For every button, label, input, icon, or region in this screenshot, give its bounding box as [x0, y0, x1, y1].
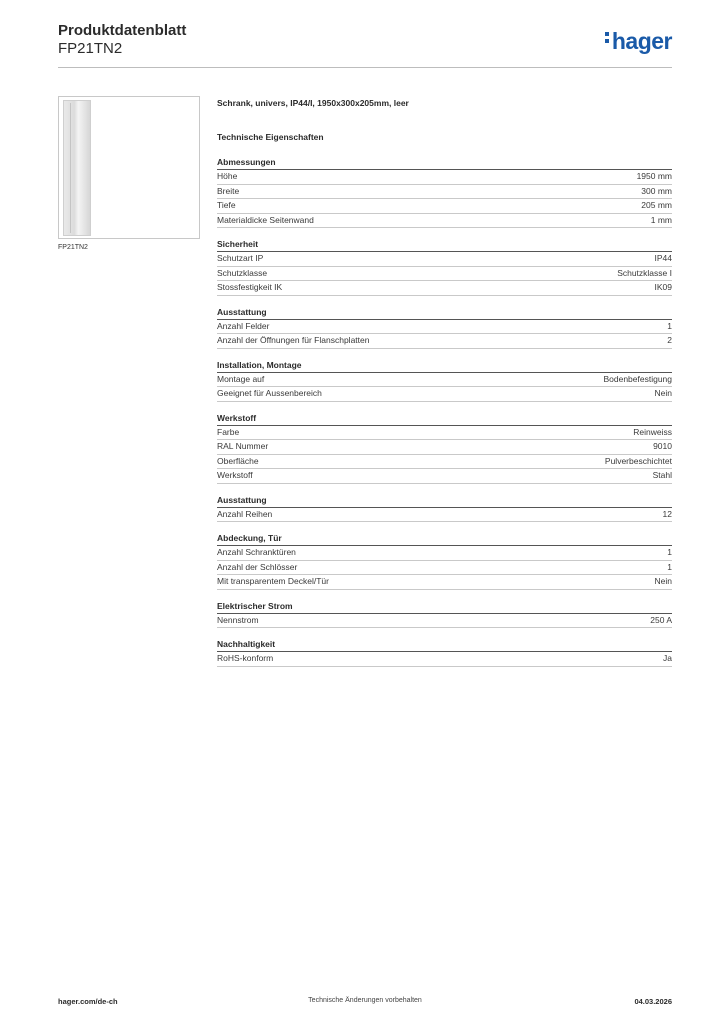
property-section: [217, 306, 672, 349]
property-row: [217, 281, 672, 296]
property-label: RoHS-konform: [217, 653, 274, 663]
property-value: Nein: [654, 576, 672, 586]
property-section: [217, 638, 672, 667]
property-section: [217, 359, 672, 402]
logo-dots-icon: [605, 32, 610, 46]
property-value: IP44: [654, 253, 672, 263]
property-value: 1950 mm: [636, 171, 672, 181]
section-title: Installation, Montage: [217, 359, 672, 373]
product-image-caption: FP21TN2: [58, 244, 88, 251]
section-title: Abdeckung, Tür: [217, 532, 672, 546]
property-label: Montage auf: [217, 373, 265, 384]
header-divider: [58, 67, 672, 68]
property-row: [217, 373, 672, 388]
property-value: Bodenbefestigung: [603, 373, 672, 384]
property-section: [217, 494, 672, 523]
property-value: 1: [667, 320, 672, 331]
technical-properties-title: Technische Eigenschaften: [217, 132, 324, 142]
section-title: Nachhaltigkeit: [217, 638, 672, 652]
section-title: Abmessungen: [217, 156, 672, 170]
property-label: Tiefe: [217, 200, 236, 210]
property-value: 1 mm: [650, 214, 672, 225]
property-row: [217, 252, 672, 267]
footer-disclaimer: Technische Änderungen vorbehalten: [308, 997, 422, 1004]
property-row: [217, 455, 672, 470]
property-value: Ja: [663, 653, 672, 663]
property-row: [217, 334, 672, 349]
property-row: [217, 170, 672, 185]
property-value: 250 A: [650, 614, 672, 625]
footer-website-link[interactable]: hager.com/de-ch: [58, 997, 118, 1006]
product-details: [217, 96, 672, 667]
property-value: Pulverbeschichtet: [604, 455, 672, 466]
property-row: [217, 440, 672, 455]
property-row: [217, 614, 672, 629]
property-row: [217, 469, 672, 484]
property-label: Anzahl Schranktüren: [217, 547, 296, 557]
property-row: [217, 199, 672, 214]
property-label: Nennstrom: [217, 614, 259, 625]
property-value: 1: [667, 547, 672, 557]
property-label: Anzahl der Schlösser: [217, 561, 298, 572]
property-value: 12: [662, 508, 672, 519]
property-label: Farbe: [217, 426, 240, 437]
property-value: Stahl: [652, 470, 672, 480]
property-label: RAL Nummer: [217, 441, 269, 451]
property-row: [217, 387, 672, 402]
property-label: Anzahl der Öffnungen für Flanschplatten: [217, 335, 370, 345]
section-title: Werkstoff: [217, 412, 672, 426]
property-row: [217, 214, 672, 229]
property-value: 205 mm: [641, 200, 672, 210]
property-section: [217, 412, 672, 484]
document-subtitle: FP21TN2: [58, 40, 123, 57]
property-label: Geeignet für Aussenbereich: [217, 388, 322, 398]
document-title: Produktdatenblatt: [58, 22, 187, 39]
property-value: 9010: [653, 441, 672, 451]
property-row: [217, 426, 672, 441]
property-row: [217, 185, 672, 200]
section-title: Ausstattung: [217, 494, 672, 508]
property-value: 1: [667, 561, 672, 572]
property-label: Höhe: [217, 171, 238, 181]
property-section: [217, 156, 672, 228]
property-row: [217, 320, 672, 335]
property-section: [217, 600, 672, 629]
property-value: 300 mm: [641, 185, 672, 196]
document-header: [58, 22, 186, 58]
property-label: Schutzart IP: [217, 253, 264, 263]
property-section: [217, 238, 672, 296]
section-title: Elektrischer Strom: [217, 600, 672, 614]
product-description: Schrank, univers, IP44/I, 1950x300x205mm, leer: [217, 98, 409, 108]
property-label: Mit transparentem Deckel/Tür: [217, 576, 329, 586]
property-row: [217, 267, 672, 282]
property-label: Breite: [217, 185, 240, 196]
footer-date: 04.03.2026: [634, 997, 672, 1006]
property-row: [217, 546, 672, 561]
property-value: Schutzklasse I: [617, 267, 672, 278]
property-label: Materialdicke Seitenwand: [217, 214, 314, 225]
property-label: Werkstoff: [217, 470, 253, 480]
logo-text: hager: [611, 28, 672, 54]
property-value: 2: [667, 335, 672, 345]
section-title: Sicherheit: [217, 238, 672, 252]
property-value: IK09: [654, 282, 672, 292]
property-label: Stossfestigkeit IK: [217, 282, 283, 292]
product-image: [58, 96, 200, 239]
property-label: Oberfläche: [217, 455, 259, 466]
property-label: Anzahl Felder: [217, 320, 270, 331]
cabinet-image-icon: [63, 100, 91, 236]
property-value: Reinweiss: [633, 426, 672, 437]
property-section: [217, 532, 672, 590]
property-row: [217, 561, 672, 576]
section-title: Ausstattung: [217, 306, 672, 320]
hager-logo[interactable]: [605, 28, 672, 55]
property-row: [217, 508, 672, 523]
properties-table: [217, 156, 672, 667]
property-row: [217, 652, 672, 667]
property-row: [217, 575, 672, 590]
document-footer: [58, 997, 672, 1009]
property-label: Schutzklasse: [217, 267, 268, 278]
property-label: Anzahl Reihen: [217, 508, 273, 519]
property-value: Nein: [654, 388, 672, 398]
